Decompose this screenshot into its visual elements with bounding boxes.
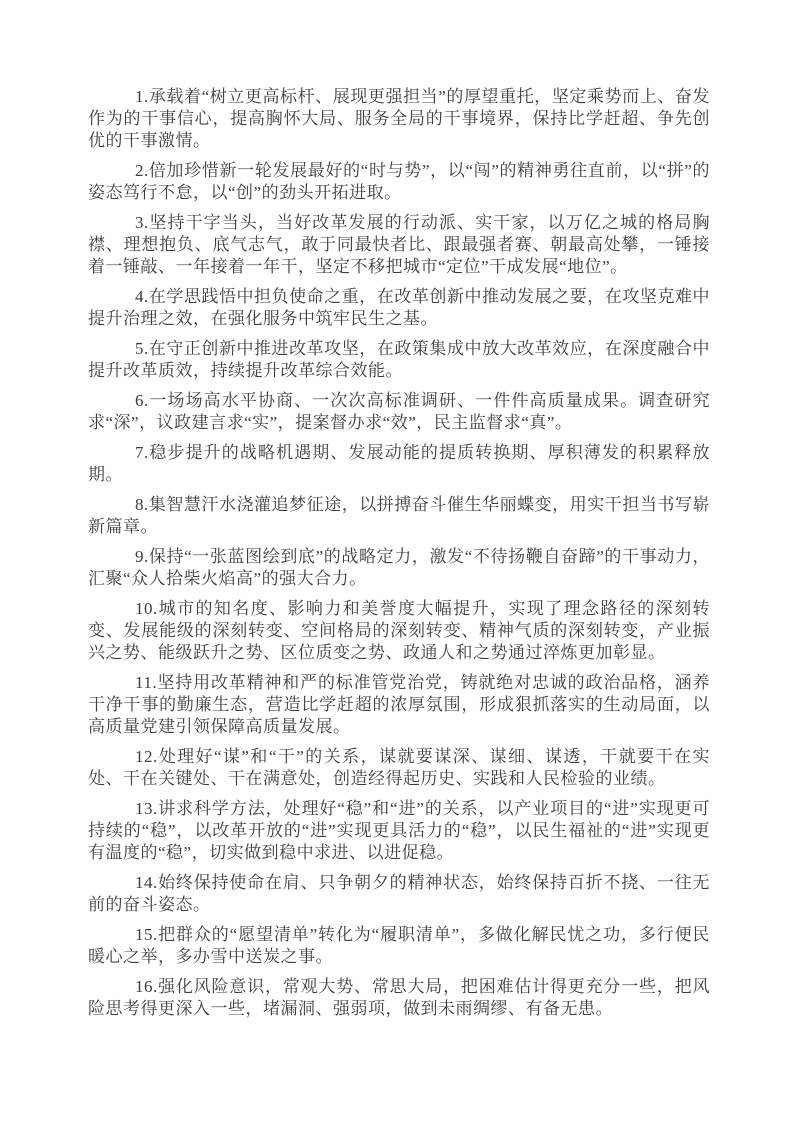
- paragraph-9: 9.保持“一张蓝图绘到底”的战略定力，激发“不待扬鞭自奋蹄”的干事动力，汇聚“众人拾柴火焰高”的强大合力。: [88, 547, 710, 588]
- paragraph-11: 11.坚持用改革精神和严的标准管党治党，铸就绝对忠诚的政治品格，涵养干净干事的勤廉生态，营造比学赶超的浓厚氛围，形成狠抓落实的生动局面，以高质量党建引领保障高质量发展。: [88, 673, 710, 736]
- paragraph-13: 13.讲求科学方法，处理好“稳”和“进”的关系，以产业项目的“进”实现更可持续的“稳”，以改革开放的“进”实现更具活力的“稳”，以民生福祉的“进”实现更有温度的“稳”，切实做到稳中求进、以进促稳。: [88, 799, 710, 862]
- paragraph-2: 2.倍加珍惜新一轮发展最好的“时与势”，以“闯”的精神勇往直前，以“拼”的姿态笃行不怠，以“创”的劲头开拓进取。: [88, 161, 710, 202]
- paragraph-7: 7.稳步提升的战略机遇期、发展动能的提质转换期、厚积薄发的积累释放期。: [88, 443, 710, 484]
- paragraph-3: 3.坚持干字当头，当好改革发展的行动派、实干家，以万亿之城的格局胸襟、理想抱负、底气志气，敢于同最快者比、跟最强者赛、朝最高处攀，一锤接着一锤敲、一年接着一年干，坚定不移把城市“定位”干成发展“地位”。: [88, 213, 710, 276]
- paragraph-4: 4.在学思践悟中担负使命之重，在改革创新中推动发展之要，在攻坚克难中提升治理之效，在强化服务中筑牢民生之基。: [88, 287, 710, 328]
- paragraph-6: 6.一场场高水平协商、一次次高标准调研、一件件高质量成果。调查研究求“深”，议政建言求“实”，提案督办求“效”，民主监督求“真”。: [88, 391, 710, 432]
- paragraph-12: 12.处理好“谋”和“干”的关系，谋就要谋深、谋细、谋透，干就要干在实处、干在关键处、干在满意处，创造经得起历史、实践和人民检验的业绩。: [88, 747, 710, 788]
- paragraph-16: 16.强化风险意识，常观大势、常思大局，把困难估计得更充分一些，把风险思考得更深入一些，堵漏洞、强弱项，做到未雨绸缪、有备无患。: [88, 977, 710, 1018]
- paragraph-10: 10.城市的知名度、影响力和美誉度大幅提升，实现了理念路径的深刻转变、发展能级的深刻转变、空间格局的深刻转变、精神气质的深刻转变，产业振兴之势、能级跃升之势、区位质变之势、政通人和之势通过淬炼更加彰显。: [88, 599, 710, 662]
- document-body: [88, 86, 710, 1028]
- paragraph-15: 15.把群众的“愿望清单”转化为“履职清单”，多做化解民忧之功，多行便民暖心之举，多办雪中送炭之事。: [88, 925, 710, 966]
- paragraph-5: 5.在守正创新中推进改革攻坚，在政策集成中放大改革效应，在深度融合中提升改革质效，持续提升改革综合效能。: [88, 339, 710, 380]
- paragraph-14: 14.始终保持使命在肩、只争朝夕的精神状态，始终保持百折不挠、一往无前的奋斗姿态。: [88, 873, 710, 914]
- paragraph-8: 8.集智慧汗水浇灌追梦征途，以拼搏奋斗催生华丽蝶变，用实干担当书写崭新篇章。: [88, 495, 710, 536]
- paragraph-1: 1.承载着“树立更高标杆、展现更强担当”的厚望重托，坚定乘势而上、奋发作为的干事信心，提高胸怀大局、服务全局的干事境界，保持比学赶超、争先创优的干事激情。: [88, 87, 710, 150]
